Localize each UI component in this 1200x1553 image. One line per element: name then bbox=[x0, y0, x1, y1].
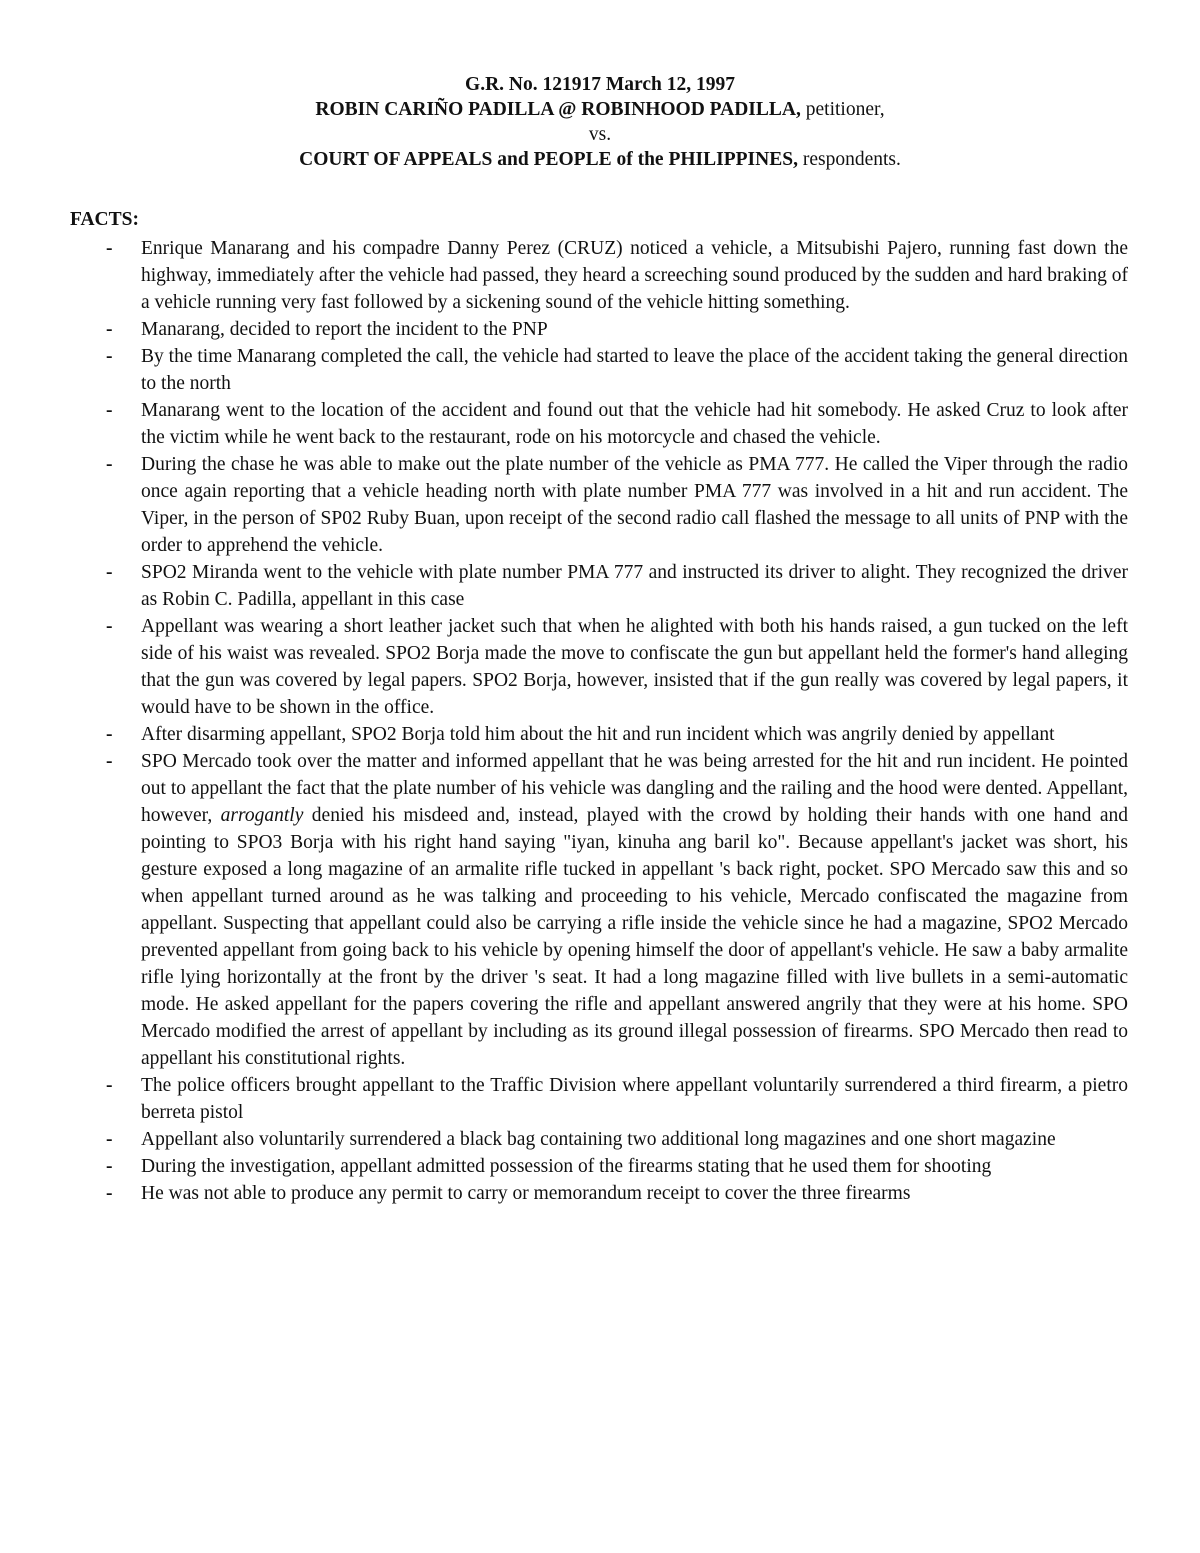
respondent-line bbox=[0, 147, 1200, 172]
petitioner-role: petitioner, bbox=[800, 99, 885, 120]
case-header bbox=[0, 72, 1200, 172]
bullet-dash: - bbox=[106, 346, 113, 367]
list-item-text: Appellant was wearing a short leather jacket such that when he alighted with both his hands raised, a gun tucked on the left side of his waist was revealed. SPO2 Borja made the move to confiscate the gun but appellant held the former's hand alleging that the gun was covered by legal papers. SPO2 Borja, however, insisted that if the gun really was covered by legal papers, it would have to be shown in the office. bbox=[141, 616, 1128, 718]
versus-line: vs. bbox=[588, 124, 612, 145]
list-item bbox=[70, 1072, 1128, 1126]
petitioner-name: ROBIN CARIÑO PADILLA @ ROBINHOOD PADILLA, bbox=[315, 99, 801, 120]
list-item bbox=[70, 721, 1128, 748]
list-item-text: SPO2 Miranda went to the vehicle with plate number PMA 777 and instructed its driver to alight. They recognized the driver as Robin C. Padilla, appellant in this case bbox=[141, 562, 1128, 610]
bullet-dash: - bbox=[106, 1129, 113, 1150]
list-item-text: Manarang went to the location of the accident and found out that the vehicle had hit somebody. He asked Cruz to look after the victim while he went back to the restaurant, rode on his motorcycle and chased the vehicle. bbox=[141, 400, 1128, 448]
list-item-text: During the chase he was able to make out the plate number of the vehicle as PMA 777. He called the Viper through the radio once again reporting that a vehicle heading north with plate number PMA 777 was involved in a hit and run accident. The Viper, in the person of SP02 Ruby Buan, upon receipt of the second radio call flashed the message to all units of PNP with the order to apprehend the vehicle. bbox=[141, 454, 1128, 556]
bullet-dash: - bbox=[106, 724, 113, 745]
petitioner-line bbox=[0, 97, 1200, 122]
list-item-text: He was not able to produce any permit to carry or memorandum receipt to cover the three firearms bbox=[141, 1183, 911, 1204]
list-item-text: The police officers brought appellant to the Traffic Division where appellant voluntarily surrendered a third firearm, a pietro berreta pistol bbox=[141, 1075, 1128, 1123]
bullet-dash: - bbox=[106, 616, 113, 637]
list-item bbox=[70, 451, 1128, 559]
list-item bbox=[70, 343, 1128, 397]
list-item-text: After disarming appellant, SPO2 Borja told him about the hit and run incident which was angrily denied by appellant bbox=[141, 724, 1055, 745]
respondent-name: COURT OF APPEALS and PEOPLE of the PHILIPPINES, bbox=[299, 149, 798, 170]
list-item bbox=[70, 613, 1128, 721]
list-item bbox=[70, 235, 1128, 316]
bullet-dash: - bbox=[106, 238, 113, 259]
list-item bbox=[70, 397, 1128, 451]
list-item bbox=[70, 1126, 1128, 1153]
bullet-dash: - bbox=[106, 751, 113, 772]
bullet-dash: - bbox=[106, 1156, 113, 1177]
facts-list bbox=[70, 235, 1128, 1207]
list-item-text: Appellant also voluntarily surrendered a black bag containing two additional long magazines and one short magazine bbox=[141, 1129, 1056, 1150]
bullet-dash: - bbox=[106, 319, 113, 340]
list-item-text: Manarang, decided to report the incident to the PNP bbox=[141, 319, 548, 340]
bullet-dash: - bbox=[106, 562, 113, 583]
list-item bbox=[70, 1180, 1128, 1207]
case-number: G.R. No. 121917 March 12, 1997 bbox=[465, 74, 735, 95]
list-item bbox=[70, 316, 1128, 343]
mercado-text-part1: SPO Mercado took over the matter and informed appellant that he was being arrested for the hit and run incident. He pointed out to appellant the fact that the plate number of his vehicle was dangling and the railing and the hood were dented. Appellant, however, bbox=[141, 751, 1128, 826]
bullet-dash: - bbox=[106, 400, 113, 421]
list-item-text: By the time Manarang completed the call, the vehicle had started to leave the place of the accident taking the general direction to the north bbox=[141, 346, 1128, 394]
bullet-dash: - bbox=[106, 454, 113, 475]
list-item bbox=[70, 1153, 1128, 1180]
bullet-dash: - bbox=[106, 1075, 113, 1096]
list-item bbox=[70, 559, 1128, 613]
list-item bbox=[70, 748, 1128, 1072]
list-item-text bbox=[141, 748, 1128, 1072]
mercado-text-part2: denied his misdeed and, instead, played with the crowd by holding their hands with one hand and pointing to SPO3 Borja with his right hand saying "iyan, kinuha ang baril ko". Because appellant's jacket was short, his gesture exposed a long magazine of an armalite rifle tucked in appellant 's back right, pocket. SPO Mercado saw this and so when appellant turned around as he was talking and proceeding to his vehicle, Mercado confiscated the magazine from appellant. Suspecting that appellant could also be carrying a rifle inside the vehicle since he had a magazine, SPO2 Mercado prevented appellant from going back to his vehicle by opening himself the door of appellant's vehicle. He saw a baby armalite rifle lying horizontally at the front by the driver 's seat. It had a long magazine filled with live bullets in a semi-automatic mode. He asked appellant for the papers covering the rifle and appellant answered angrily that they were at his home. SPO Mercado modified the arrest of appellant by including as its ground illegal possession of firearms. SPO Mercado then read to appellant his constitutional rights. bbox=[141, 805, 1128, 1069]
list-item-text: Enrique Manarang and his compadre Danny Perez (CRUZ) noticed a vehicle, a Mitsubishi Pajero, running fast down the highway, immediately after the vehicle had passed, they heard a screeching sound produced by the sudden and hard braking of a vehicle running very fast followed by a sickening sound of the vehicle hitting something. bbox=[141, 238, 1128, 313]
list-item-text: During the investigation, appellant admitted possession of the firearms stating that he used them for shooting bbox=[141, 1156, 992, 1177]
emphasis-word: arrogantly bbox=[220, 805, 304, 826]
respondent-role: respondents. bbox=[797, 149, 901, 170]
bullet-dash: - bbox=[106, 1183, 113, 1204]
facts-heading: FACTS: bbox=[70, 209, 139, 230]
